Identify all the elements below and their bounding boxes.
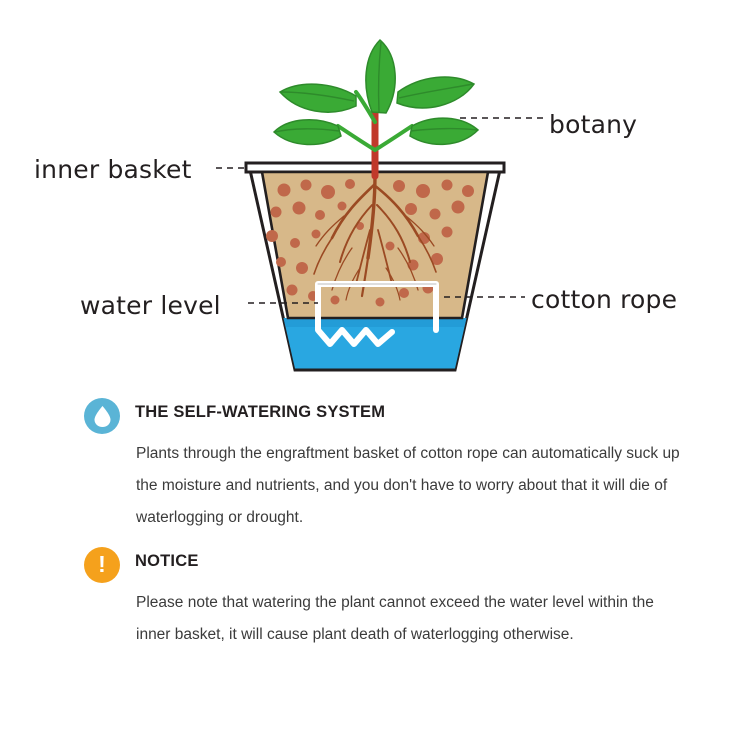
self-watering-system-title: THE SELF-WATERING SYSTEM (135, 403, 386, 421)
label-inner-basket: inner basket (34, 155, 192, 184)
self-watering-system-body: Plants through the engraftment basket of cotton rope can automatically suck up the moisture and nutrients, and you don't have to worry about that it will die of waterlogging or drought. (136, 445, 680, 526)
label-cotton-rope: cotton rope (531, 285, 678, 314)
label-water-level: water level (80, 291, 221, 320)
info-section (0, 382, 750, 750)
label-botany: botany (549, 110, 638, 139)
water-drop-glyph (93, 405, 112, 428)
exclamation-glyph: ! (98, 551, 106, 577)
exclamation-icon (84, 547, 120, 583)
notice-title: NOTICE (135, 552, 199, 570)
notice-body: Please note that watering the plant cannot exceed the water level within the inner basket, it will cause plant death of waterlogging otherwise. (136, 594, 654, 643)
water-drop-icon (84, 398, 120, 434)
